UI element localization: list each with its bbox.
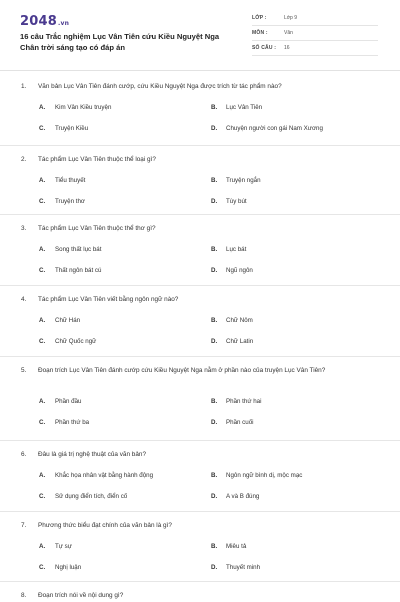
option-text[interactable]: Truyện thơ [55,198,85,205]
question-divider [0,511,400,512]
question-divider [0,145,400,146]
option-letter[interactable]: D. [211,267,218,274]
option-letter[interactable]: C. [39,198,46,205]
option-letter[interactable]: A. [39,398,46,405]
meta-label: SỐ CÂU : [252,45,277,51]
question-text: Phương thức biểu đạt chính của văn bản là gì? [38,522,172,529]
option-letter[interactable]: B. [211,317,218,324]
meta-label: LỚP : [252,15,267,21]
option-letter[interactable]: C. [39,267,46,274]
question-divider [0,581,400,582]
option-letter[interactable]: B. [211,177,218,184]
question-divider [0,356,400,357]
option-text[interactable]: Kim Vân Kiều truyện [55,104,112,111]
question-number: 8. [21,592,27,599]
meta-value: 16 [284,45,290,51]
option-text[interactable]: Miêu tả [226,543,247,550]
question-text: Tác phẩm Lục Vân Tiên viết bằng ngôn ngữ nào? [38,296,179,303]
question-number: 6. [21,451,27,458]
logo-suffix: .vn [57,20,70,27]
question-text: Đâu là giá trị nghệ thuật của văn bản? [38,451,147,458]
logo-main: 2048 [20,14,57,29]
option-letter[interactable]: D. [211,198,218,205]
option-text[interactable]: Thuyết minh [226,564,261,571]
option-text[interactable]: Sử dụng điển tích, điển cố [55,493,128,500]
meta-value: Văn [284,30,293,36]
option-text[interactable]: Phần thứ ba [55,419,90,426]
question-divider [0,285,400,286]
page-title [20,31,245,53]
question-divider [0,440,400,441]
option-text[interactable]: Chữ Quốc ngữ [55,338,97,345]
header-divider [0,70,400,71]
option-text[interactable]: Phần thứ hai [226,398,262,405]
option-letter[interactable]: A. [39,317,46,324]
question-number: 1. [21,83,27,90]
option-letter[interactable]: A. [39,177,46,184]
option-text[interactable]: A và B đúng [226,493,260,500]
question-divider [0,214,400,215]
question-number: 4. [21,296,27,303]
meta-row-count [252,42,378,56]
option-text[interactable]: Ngôn ngữ bình dị, mộc mạc [226,472,303,479]
option-text[interactable]: Chữ Nôm [226,317,253,324]
option-letter[interactable]: B. [211,543,218,550]
option-letter[interactable]: C. [39,564,46,571]
option-text[interactable]: Chuyện người con gái Nam Xương [226,125,323,132]
question-text: Đoạn trích nói về nội dung gì? [38,592,124,599]
option-letter[interactable]: D. [211,419,218,426]
option-text[interactable]: Truyện ngắn [226,177,261,184]
option-letter[interactable]: B. [211,472,218,479]
option-text[interactable]: Truyện Kiều [55,125,89,132]
option-text[interactable]: Khắc họa nhân vật bằng hành động [55,472,154,479]
option-letter[interactable]: A. [39,472,46,479]
option-letter[interactable]: A. [39,543,46,550]
question-text: Văn bản Lục Vân Tiên đánh cướp, cứu Kiều Nguyệt Nga được trích từ tác phẩm nào? [38,83,282,90]
option-letter[interactable]: B. [211,104,218,111]
option-text[interactable]: Chữ Hán [55,317,81,324]
option-text[interactable]: Tùy bút [226,198,247,205]
option-letter[interactable]: D. [211,493,218,500]
title-line-2: Chân trời sáng tạo có đáp án [20,43,125,52]
question-text: Tác phẩm Lục Vân Tiên thuộc thể loại gì? [38,156,156,163]
page-header [0,0,400,70]
option-letter[interactable]: A. [39,246,46,253]
option-text[interactable]: Lục bát [226,246,247,253]
question-number: 2. [21,156,27,163]
option-text[interactable]: Song thất lục bát [55,246,102,253]
option-text[interactable]: Thất ngôn bát cú [55,267,102,274]
option-text[interactable]: Phần cuối [226,419,254,426]
title-line-1: 16 câu Trắc nghiệm Lục Vân Tiên cứu Kiều Nguyệt Nga [20,32,220,41]
site-logo[interactable] [20,14,69,29]
question-number: 3. [21,225,27,232]
quiz-meta [252,12,378,57]
option-letter[interactable]: D. [211,125,218,132]
option-text[interactable]: Ngũ ngôn [226,267,253,274]
meta-row-grade [252,12,378,26]
option-letter[interactable]: B. [211,398,218,405]
option-letter[interactable]: D. [211,338,218,345]
option-text[interactable]: Tự sự [55,543,72,550]
meta-label: MÔN : [252,30,268,36]
option-text[interactable]: Chữ Latin [226,338,254,345]
option-letter[interactable]: B. [211,246,218,253]
question-text: Đoạn trích Lục Vân Tiên đánh cướp cứu Kiều Nguyệt Nga nằm ở phần nào của truyện Lục Vân Tiên? [38,367,326,374]
option-text[interactable]: Tiểu thuyết [55,177,86,184]
option-text[interactable]: Phần đầu [55,398,82,405]
option-letter[interactable]: C. [39,125,46,132]
option-letter[interactable]: C. [39,419,46,426]
option-letter[interactable]: D. [211,564,218,571]
option-text[interactable]: Nghị luận [55,564,82,571]
option-letter[interactable]: C. [39,493,46,500]
meta-row-subject [252,27,378,41]
option-letter[interactable]: C. [39,338,46,345]
question-number: 7. [21,522,27,529]
option-text[interactable]: Lục Vân Tiên [226,104,263,111]
option-letter[interactable]: A. [39,104,46,111]
question-number: 5. [21,367,27,374]
question-text: Tác phẩm Lục Vân Tiên thuộc thể thơ gì? [38,225,156,232]
meta-value: Lớp 9 [284,15,298,21]
